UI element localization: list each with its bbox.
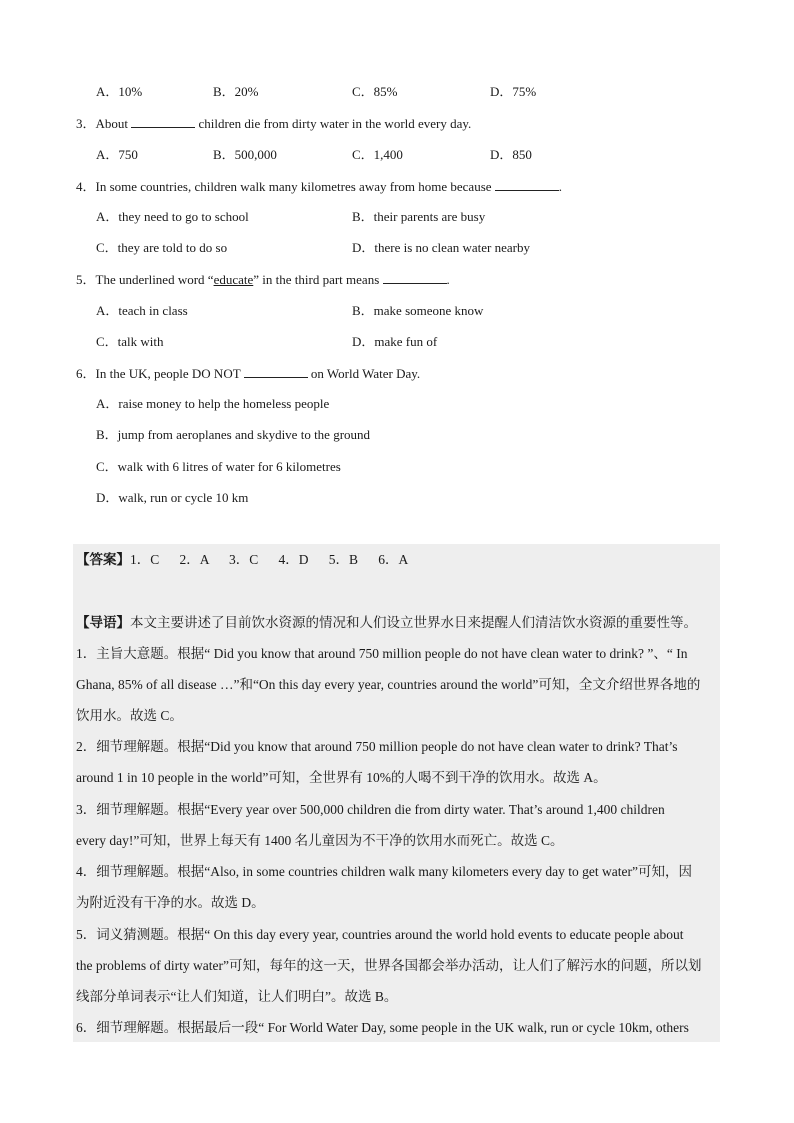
explanation-3-line-2: every day!”可知，世界上每天有 1400 名儿童因为不干净的饮用水而死亡。故选 C。	[76, 833, 564, 848]
guide-text: 本文主要讲述了目前饮水资源的情况和人们设立世界水日来提醒人们清洁饮水资源的重要性等。	[130, 615, 697, 630]
explanation-5-line-3: 线部分单词表示“让人们知道，让人们明白”。故选 B。	[76, 989, 398, 1004]
question-text: ” in the third part means	[253, 272, 380, 287]
answer-blank	[131, 115, 195, 128]
q4-option-d: D．there is no clean water nearby	[352, 240, 530, 255]
answer-label: 【答案】	[76, 552, 130, 567]
q3-option-b: B．500,000	[213, 147, 277, 162]
q3-option-a: A．750	[96, 147, 138, 162]
q2-option-b: B．20%	[213, 84, 259, 99]
question-4	[76, 178, 562, 195]
explanation-1-line-2: Ghana, 85% of all disease …”和“On this day every year, countries around the world”可知，全文介绍世界各地的	[76, 677, 701, 692]
question-text: .	[446, 272, 450, 287]
q6-option-d: D．walk, run or cycle 10 km	[96, 490, 249, 505]
q6-option-b: B．jump from aeroplanes and skydive to the ground	[96, 427, 371, 442]
question-number: 4．	[76, 179, 96, 194]
answer-key	[76, 551, 408, 569]
explanation-4-line-2: 为附近没有干净的水。故选 D。	[76, 895, 265, 910]
explanation-2-line-1: 2．细节理解题。根据“Did you know that around 750 million people do not have clean water to drink? That’s	[76, 739, 678, 754]
answer-keys: 1．C 2．A 3．C 4．D 5．B 6．A	[130, 552, 409, 567]
question-number: 3．	[76, 116, 96, 131]
question-text: children die from dirty water in the world every day.	[198, 116, 472, 131]
question-text: In the UK, people DO NOT	[95, 366, 241, 381]
explanation-2-line-2: around 1 in 10 people in the world”可知，全世界有 10%的人喝不到干净的饮用水。故选 A。	[76, 770, 607, 785]
question-5	[76, 271, 450, 288]
answer-blank	[244, 365, 308, 378]
underlined-word: educate	[213, 272, 254, 287]
question-6	[76, 365, 420, 382]
explanation-6-line-1: 6．细节理解题。根据最后一段“ For World Water Day, some people in the UK walk, run or cycle 10km, others	[76, 1020, 689, 1035]
explanation-5-line-1: 5．词义猜测题。根据“ On this day every year, countries around the world hold events to educate people about	[76, 927, 684, 942]
q3-option-c: C．1,400	[352, 147, 403, 162]
q2-option-c: C．85%	[352, 84, 398, 99]
question-text: In some countries, children walk many kilometres away from home because	[95, 179, 492, 194]
q6-option-a: A．raise money to help the homeless people	[96, 396, 330, 411]
question-text: About	[95, 116, 129, 131]
explanation-5-line-2: the problems of dirty water”可知，每年的这一天，世界各国都会举办活动，让人们了解污水的问题，所以划	[76, 958, 702, 973]
answer-blank	[495, 178, 559, 191]
question-number: 6．	[76, 366, 96, 381]
q4-option-b: B．their parents are busy	[352, 209, 486, 224]
q3-option-d: D．850	[490, 147, 532, 162]
guide-label: 【导语】	[76, 615, 130, 630]
question-text: The underlined word “	[95, 272, 214, 287]
answer-blank	[383, 271, 447, 284]
explanation-1-line-3: 饮用水。故选 C。	[76, 708, 183, 723]
q4-option-c: C．they are told to do so	[96, 240, 228, 255]
q2-option-a: A．10%	[96, 84, 143, 99]
question-3	[76, 115, 471, 132]
explanation-3-line-1: 3．细节理解题。根据“Every year over 500,000 children die from dirty water. That’s around 1,400 children	[76, 802, 665, 817]
q5-option-d: D．make fun of	[352, 334, 438, 349]
q4-option-a: A．they need to go to school	[96, 209, 249, 224]
question-text: .	[558, 179, 563, 194]
q5-option-a: A．teach in class	[96, 303, 188, 318]
guide-paragraph	[76, 614, 697, 632]
q2-option-d: D．75%	[490, 84, 537, 99]
explanation-1-line-1: 1．主旨大意题。根据“ Did you know that around 750 million people do not have clean water to drink? ”、“ In	[76, 646, 688, 661]
question-number: 5．	[76, 272, 96, 287]
question-text: on World Water Day.	[310, 366, 421, 381]
q6-option-c: C．walk with 6 litres of water for 6 kilometres	[96, 459, 341, 474]
q5-option-b: B．make someone know	[352, 303, 484, 318]
explanation-4-line-1: 4．细节理解题。根据“Also, in some countries children walk many kilometers every day to get water”可知，因	[76, 864, 692, 879]
q5-option-c: C．talk with	[96, 334, 164, 349]
